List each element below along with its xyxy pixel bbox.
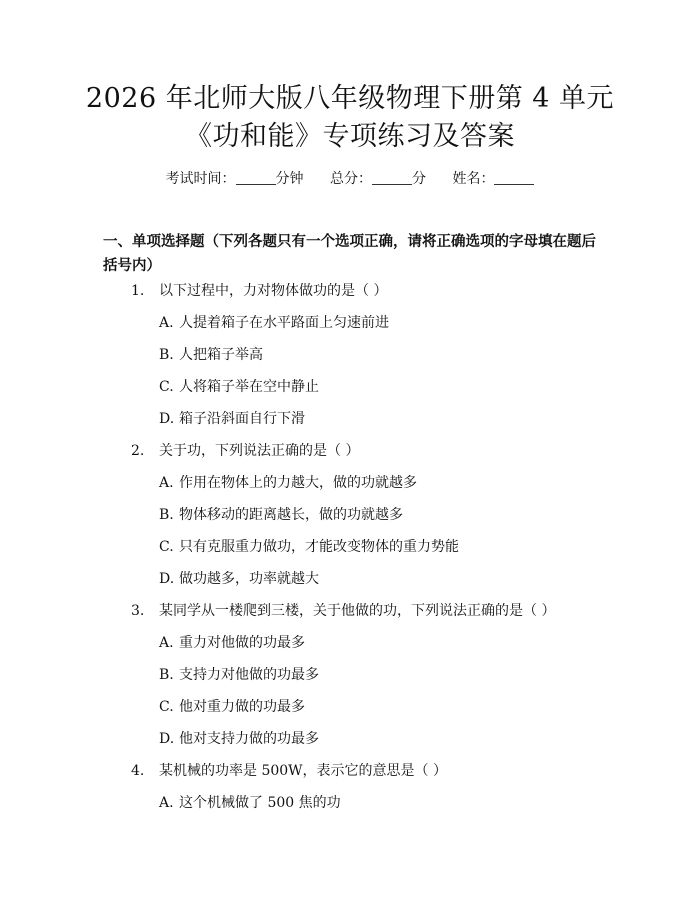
option-letter: B.: [159, 667, 174, 683]
total-score-blank[interactable]: [372, 170, 412, 185]
question-2-option-c[interactable]: [159, 537, 459, 557]
option-text: 作用在物体上的力越大，做的功就越多: [179, 475, 417, 491]
exam-meta: [0, 169, 700, 189]
question-number: 4.: [131, 763, 145, 779]
question-2-option-a[interactable]: [159, 473, 417, 493]
question-3-option-d[interactable]: [159, 729, 319, 749]
document-title-line-2: 《功和能》专项练习及答案: [185, 121, 515, 152]
question-text: 某同学从一楼爬到三楼，关于他做的功，下列说法正确的是（ ）: [159, 603, 556, 619]
option-text: 只有克服重力做功，才能改变物体的重力势能: [179, 539, 459, 555]
option-letter: D.: [159, 731, 175, 747]
total-score-field: [330, 171, 430, 187]
question-text: 关于功，下列说法正确的是（ ）: [159, 443, 360, 459]
option-letter: B.: [159, 507, 174, 523]
question-number: 1.: [131, 283, 145, 299]
option-text: 做功越多，功率就越大: [179, 571, 319, 587]
document-title-line-1: 2026 年北师大版八年级物理下册第 4 单元: [85, 83, 615, 114]
option-text: 这个机械做了 500 焦的功: [179, 795, 341, 811]
option-letter: D.: [159, 411, 175, 427]
question-2-option-b[interactable]: [159, 505, 403, 525]
option-text: 人把箱子举高: [179, 347, 263, 363]
question-1-option-b[interactable]: [159, 345, 263, 365]
total-score-unit: 分: [412, 171, 426, 187]
question-number: 3.: [131, 603, 145, 619]
exam-time-blank[interactable]: [236, 170, 276, 185]
question-3: [131, 601, 555, 621]
question-3-option-b[interactable]: [159, 665, 319, 685]
question-3-option-a[interactable]: [159, 633, 305, 653]
option-text: 他对支持力做的功最多: [179, 731, 319, 747]
question-1-option-c[interactable]: [159, 377, 319, 397]
student-name-blank[interactable]: [494, 170, 534, 185]
option-text: 支持力对他做的功最多: [179, 667, 319, 683]
exam-time-label: 考试时间：: [165, 171, 236, 187]
student-name-field: [452, 171, 534, 187]
option-text: 人将箱子举在空中静止: [179, 379, 319, 395]
exam-time-field: [166, 171, 308, 187]
option-text: 人提着箱子在水平路面上匀速前进: [179, 315, 389, 331]
question-4-option-a[interactable]: [159, 793, 341, 813]
option-letter: B.: [159, 347, 174, 363]
option-letter: A.: [159, 635, 174, 651]
question-2: [131, 441, 359, 461]
option-text: 物体移动的距离越长，做的功就越多: [179, 507, 403, 523]
question-4: [131, 761, 447, 781]
student-name-label: 姓名：: [452, 171, 495, 187]
option-letter: A.: [159, 315, 174, 331]
question-text: 以下过程中，力对物体做功的是（ ）: [159, 283, 388, 299]
question-1-option-a[interactable]: [159, 313, 389, 333]
option-text: 箱子沿斜面自行下滑: [179, 411, 305, 427]
section-heading: 一、单项选择题（下列各题只有一个选项正确，请将正确选项的字母填在题后括号内）: [103, 234, 596, 274]
option-letter: C.: [159, 379, 174, 395]
total-score-label: 总分：: [330, 171, 372, 187]
option-letter: A.: [159, 795, 174, 811]
question-1: [131, 281, 387, 301]
option-text: 重力对他做的功最多: [179, 635, 305, 651]
option-letter: C.: [159, 539, 174, 555]
option-text: 他对重力做的功最多: [179, 699, 305, 715]
question-2-option-d[interactable]: [159, 569, 319, 589]
question-1-option-d[interactable]: [159, 409, 305, 429]
question-text: 某机械的功率是 500W，表示它的意思是（ ）: [159, 763, 448, 779]
option-letter: D.: [159, 571, 175, 587]
question-3-option-c[interactable]: [159, 697, 305, 717]
exam-time-unit: 分钟: [275, 171, 304, 187]
question-number: 2.: [131, 443, 145, 459]
option-letter: A.: [159, 475, 174, 491]
option-letter: C.: [159, 699, 174, 715]
